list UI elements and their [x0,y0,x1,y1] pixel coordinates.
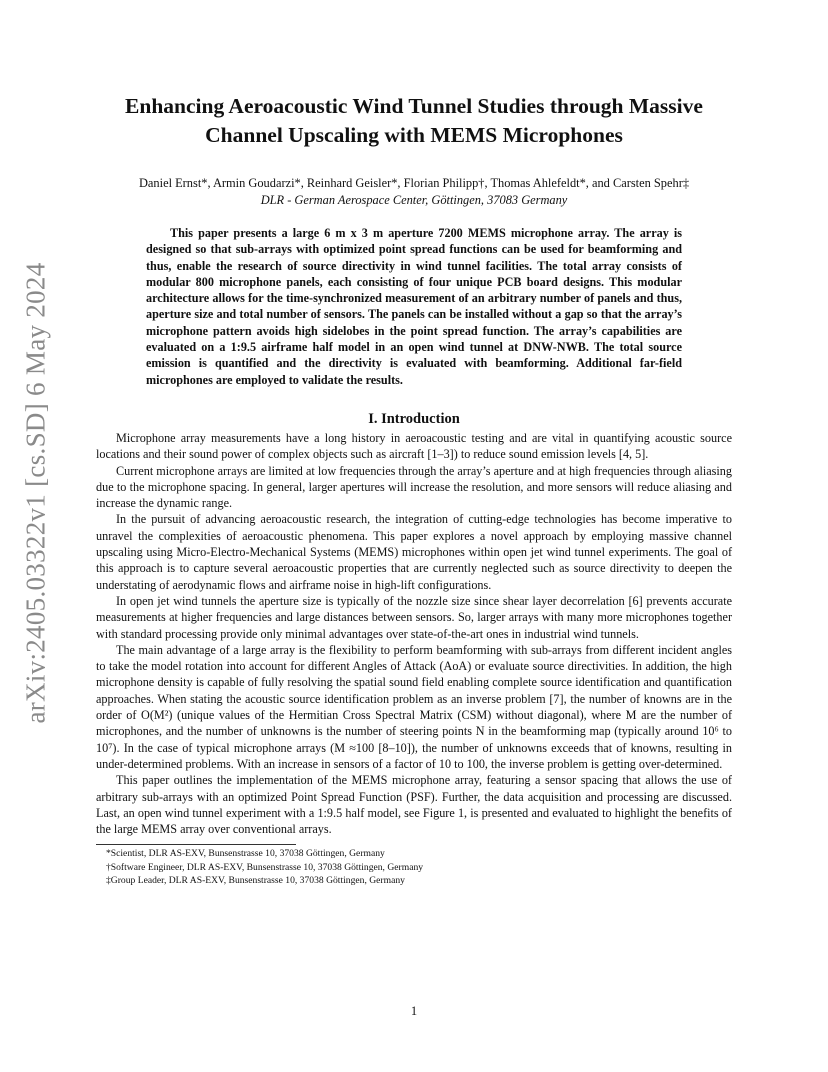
footnote-rule [96,844,296,845]
footnotes [96,847,732,887]
paragraph: The main advantage of a large array is the flexibility to perform beamforming with sub-arrays from different incident angles to take the model rotation into account for different Angles of Attack (AoA) or evaluate source directivities. In addition, the high microphone density is capable of fully resolving the spatial sound field enabling complete source identification and quantification approaches. When stating the acoustic source identification problem as an inverse problem [7], the number of knowns are in the order of O(M²) (unique values of the Hermitian Cross Spectral Matrix (CSM) without diagonal), where M are the number of microphones, and the number of unknowns is the number of steering points N in the beamforming map (typically around 10⁶ to 10⁷). In the case of typical microphone arrays (M ≈100 [8–10]), the number of unknowns exceeds that of knowns, resulting in under-determined problems. With an increase in sensors of a factor of 10 to 100, the inverse problem is getting over-determined. [96,642,732,771]
title-line-2: Channel Upscaling with MEMS Microphones [205,123,623,147]
paragraph: Current microphone arrays are limited at low frequencies through the array’s aperture and at high frequencies through aliasing due to the microphone spacing. In general, larger apertures will increase the resolution, and more sensors will reduce aliasing and increase the dynamic range. [96,463,732,511]
footnote: *Scientist, DLR AS-EXV, Bunsenstrasse 10, 37038 Göttingen, Germany [106,848,385,860]
footnote: †Software Engineer, DLR AS-EXV, Bunsenstrasse 10, 37038 Göttingen, Germany [106,861,424,873]
section-heading-introduction: I. Introduction [368,410,460,427]
introduction-body [96,430,732,837]
paragraph: In open jet wind tunnels the aperture size is typically of the nozzle size since shear layer decorrelation [6] prevents accurate measurements at higher frequencies and large distances between sensors. So, larger arrays with many more microphones together with standard processing provide only minimal advantages over state-of-the-art ones in industrial wind tunnels. [96,593,732,641]
paper-page [96,92,732,887]
arxiv-sidebar [18,262,54,724]
abstract: This paper presents a large 6 m x 3 m aperture 7200 MEMS microphone array. The array is designed so that sub-arrays with optimized point spread functions can be used for beamforming and thus, enable the research of source directivity in wind tunnel facilities. The total array consists of modular 800 microphone panels, each consisting of four unique PCB board designs. This modular architecture allows for the time-synchronized measurement of an arbitrary number of panels and thus, aperture size and total number of sensors. The panels can be installed without a gap so that the array’s microphone pattern avoids high sidelobes in the point spread function. The array’s capabilities are evaluated on a 1:9.5 airframe half model in an open wind tunnel at DNW-NWB. The total source emission is quantified and the directivity is evaluated with beamforming. Additional far-field microphones are employed to validate the results. [146,226,682,387]
paper-title [96,92,732,150]
footnote: ‡Group Leader, DLR AS-EXV, Bunsenstrasse 10, 37038 Göttingen, Germany [106,874,405,886]
page-number: 1 [410,1004,418,1018]
paragraph: This paper outlines the implementation of the MEMS microphone array, featuring a sensor spacing that allows the use of arbitrary sub-arrays with an optimized Point Spread Function (PSF). Further, the data acquisition and processing are discussed. Last, an open wind tunnel experiment with a 1:9.5 half model, see Figure 1, is presented and evaluated to highlight the benefits of the large MEMS array over conventional arrays. [96,773,732,837]
title-line-1: Enhancing Aeroacoustic Wind Tunnel Studies through Massive [125,94,703,118]
arxiv-identifier: arXiv:2405.03322v1 [cs.SD] 6 May 2024 [20,262,51,724]
paragraph: In the pursuit of advancing aeroacoustic research, the integration of cutting-edge technologies has become imperative to unravel the complexities of aeroacoustic phenomena. This paper explores a novel approach by employing massive channel upscaling using Micro-Electro-Mechanical Systems (MEMS) microphones within open jet wind tunnel experiments. The goal of this approach is to capture several aeroacoustic properties that are currently neglected such as source directivity to deepen the understating of aerodynamic flows and airframe noise in high-lift configurations. [96,512,732,592]
affiliation: DLR - German Aerospace Center, Göttingen, 37083 Germany [260,193,568,207]
author-list: Daniel Ernst*, Armin Goudarzi*, Reinhard Geisler*, Florian Philipp†, Thomas Ahlefeldt*, and Carsten Spehr‡ [138,176,690,190]
paragraph: Microphone array measurements have a long history in aeroacoustic testing and are vital in quantifying acoustic source locations and their sound power of complex objects such as aircraft [1–3]) to reduce sound emission levels [4, 5]. [96,430,732,462]
